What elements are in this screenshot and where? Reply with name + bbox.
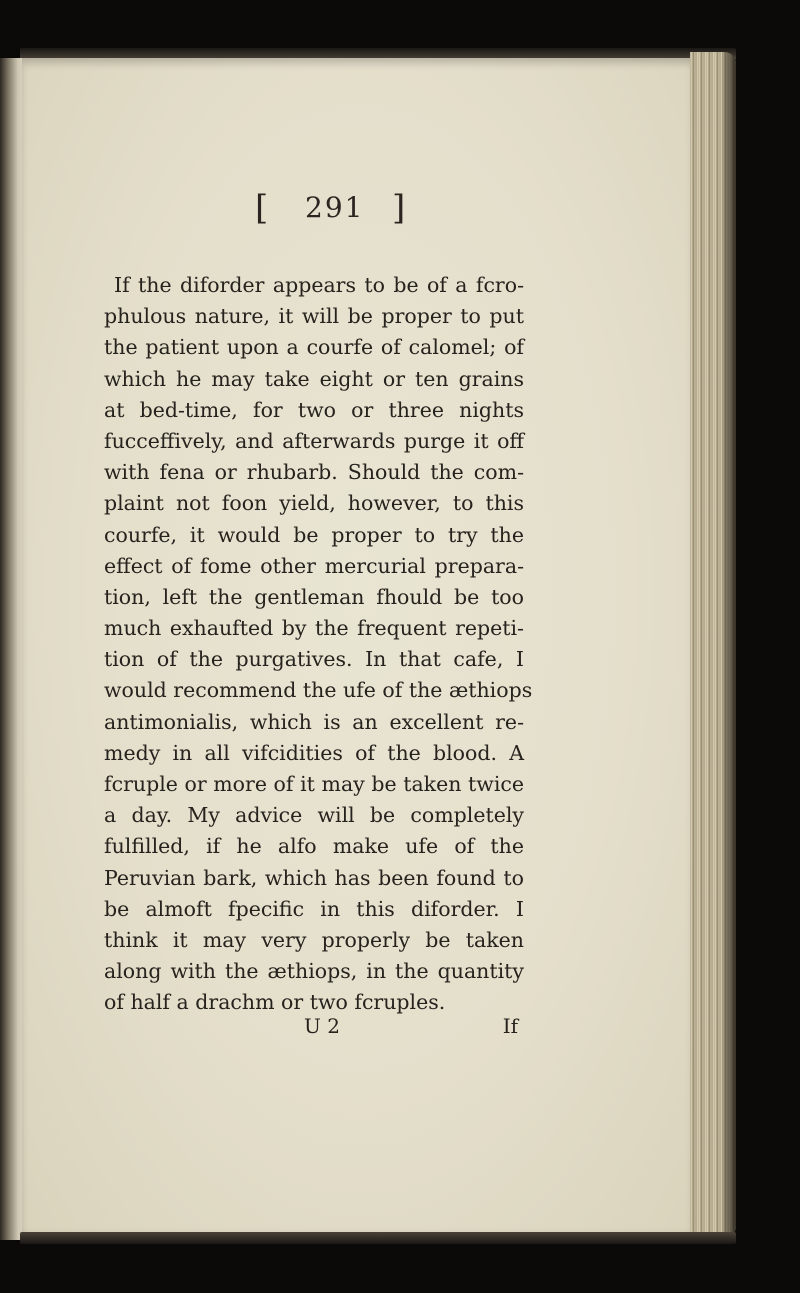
text-line: of half a drachm or two fcruples.	[104, 990, 446, 1015]
text-line: would recommend the ufe of the æthiops	[104, 678, 533, 703]
right-bracket: ]	[392, 188, 406, 228]
text-line: fulfilled, if he alfo make ufe of the	[104, 834, 524, 859]
left-bracket: [	[255, 188, 269, 228]
text-line: courfe, it would be proper to try the	[104, 522, 524, 547]
text-line: be almoft fpecific in this diforder. I	[104, 896, 524, 921]
text-line: effect of fome other mercurial prepara-	[104, 553, 524, 578]
text-line: along with the æthiops, in the quantity	[104, 959, 524, 984]
text-line: antimonialis, which is an excellent re-	[104, 709, 524, 734]
text-line: a day. My advice will be completely	[104, 803, 524, 828]
text-line: much exhaufted by the frequent repeti-	[104, 616, 524, 641]
text-line: plaint not foon yield, however, to this	[104, 491, 524, 516]
catchword: If	[502, 1014, 518, 1038]
running-head	[255, 188, 415, 238]
page-edges	[690, 52, 736, 1240]
text-line: with fena or rhubarb. Should the com-	[104, 460, 524, 485]
page-number: 291	[305, 191, 365, 224]
text-line: fcruple or more of it may be taken twice	[104, 772, 524, 796]
text-line: think it may very properly be taken	[104, 927, 524, 952]
body-paragraph	[104, 270, 533, 1019]
text-line: at bed-time, for two or three nights	[104, 397, 524, 422]
text-line: Peruvian bark, which has been found to	[104, 865, 524, 890]
text-line: the patient upon a courfe of calomel; of	[104, 335, 524, 360]
signature-mark: U 2	[304, 1014, 340, 1038]
text-line: fucceffively, and afterwards purge it off	[104, 428, 524, 453]
text-line: tion, left the gentleman fhould be too	[104, 584, 524, 609]
text-line: If the diforder appears to be of a fcro-	[114, 273, 524, 297]
text-line: tion of the purgatives. In that cafe, I	[104, 647, 524, 672]
text-line: which he may take eight or ten grains	[104, 366, 524, 391]
page-footer	[104, 1014, 524, 1046]
bottom-edge-shadow	[20, 1232, 736, 1244]
text-line: phulous nature, it will be proper to put	[104, 304, 524, 329]
text-line: medy in all vifcidities of the blood. A	[104, 740, 524, 765]
